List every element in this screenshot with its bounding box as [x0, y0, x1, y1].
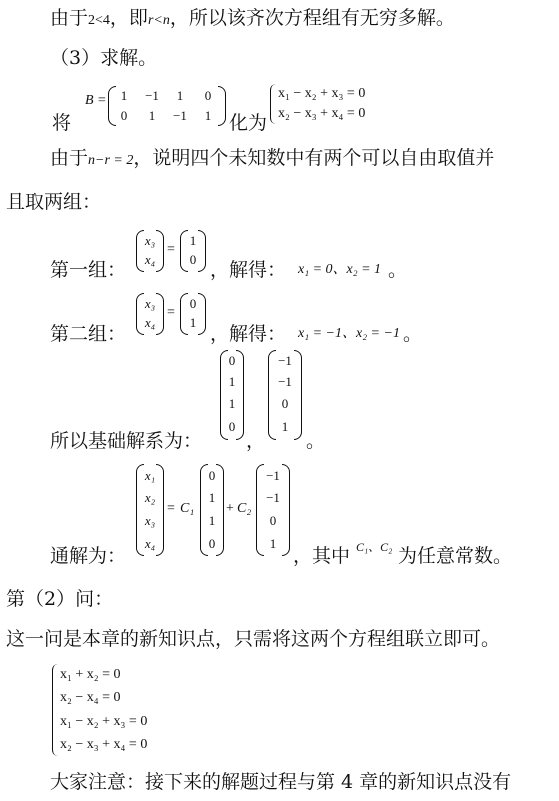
text: 这一问是本章的新知识点，只需将这两个方程组联立即可。: [6, 628, 501, 650]
matrix-cell: 0: [120, 108, 128, 123]
text: ，说明四个未知数中有两个可以自由取值并: [133, 147, 495, 169]
basis-vector-2: [268, 350, 302, 440]
equation: x₁ − x₂ + x₃ = 0: [60, 714, 148, 729]
constant-c2: C₂: [237, 501, 252, 516]
text: 且取两组：: [6, 191, 102, 213]
text: 。: [403, 323, 423, 345]
math-inequality: 2<4: [88, 13, 110, 28]
vector-entry: 0: [281, 396, 289, 411]
vector-entry: x₂: [144, 490, 156, 505]
vector-entry: 1: [208, 490, 216, 505]
equation: x₂ − x₃ + x₄ = 0: [60, 737, 148, 752]
equation: x₁ + x₂ = 0: [60, 667, 121, 682]
basis-label: 所以基础解系为：: [50, 430, 203, 452]
vector-entry: x₄: [144, 536, 156, 551]
vector-entry: 0: [269, 513, 277, 528]
vector-lhs: [136, 230, 164, 272]
equation: x₂ − x₄ = 0: [60, 690, 121, 705]
general-label: 通解为：: [50, 545, 127, 567]
vector-entry: 1: [208, 513, 216, 528]
text: ，解得：: [210, 259, 287, 281]
matrix-cell: 1: [204, 108, 212, 123]
matrix-cell: −1: [173, 108, 187, 123]
vector-entry: 1: [281, 419, 289, 434]
vector-entry: −1: [278, 374, 292, 389]
text: 大家注意：接下来的解题过程与第 4 章的新知识点没有: [50, 771, 512, 793]
constant-c1: C₁: [180, 501, 195, 516]
equals-sign: =: [167, 501, 175, 516]
basis-vector-1: [200, 464, 224, 556]
step-heading: [50, 46, 157, 70]
vector-entry: −1: [278, 353, 292, 368]
basis-vector-1: [220, 350, 244, 440]
vector-entry: 0: [228, 353, 236, 368]
text: ，解得：: [210, 323, 287, 345]
vector-entry: x₁: [144, 468, 156, 483]
vector-entry: 0: [228, 419, 236, 434]
reason-line: [50, 6, 455, 33]
text: （3）求解。: [50, 47, 158, 69]
left-brace: [270, 84, 277, 124]
equation-system-2: [270, 84, 390, 124]
text: ，: [246, 430, 266, 452]
text: 由于: [50, 147, 89, 169]
text: ，所以该齐次方程组有无穷多解。: [169, 7, 455, 29]
vector-entry: −1: [266, 468, 280, 483]
vector-rhs: [180, 230, 206, 272]
vector-entry: 1: [228, 396, 236, 411]
text: ，即: [109, 7, 148, 29]
note-line: [50, 770, 511, 794]
text-line: [6, 190, 101, 214]
text-line: [6, 627, 500, 651]
vector-entry: 1: [228, 374, 236, 389]
text: 。: [306, 430, 326, 452]
plus-sign: +: [226, 501, 234, 516]
vector-rhs: [180, 293, 206, 335]
text: 化为: [229, 112, 268, 134]
constants: C₁、C₂: [356, 540, 393, 554]
group-label: 第一组：: [50, 259, 127, 281]
unknowns-vector: [136, 464, 164, 556]
vector-entry: 0: [189, 296, 197, 311]
matrix-cell: 1: [148, 108, 156, 123]
text: 。: [388, 259, 408, 281]
reason-line: [50, 146, 494, 173]
text: 为任意常数。: [398, 545, 513, 567]
left-brace: [52, 664, 59, 756]
vector-entry: x₄: [144, 315, 156, 330]
equation: x₁ − x₂ + x₃ = 0: [278, 86, 366, 101]
group-label: 第二组：: [50, 323, 127, 345]
vector-entry: x₃: [144, 513, 156, 528]
vector-entry: 0: [189, 252, 197, 267]
basis-vector-2: [256, 464, 290, 556]
part-heading: [6, 587, 113, 611]
vector-entry: x₃: [144, 296, 156, 311]
equals-sign: =: [167, 305, 175, 320]
matrix-cell: −1: [145, 88, 159, 103]
vector-entry: 1: [269, 536, 277, 551]
text: 第（2）问：: [6, 588, 114, 610]
matrix-cell: 1: [120, 88, 128, 103]
matrix-label: B =: [85, 93, 107, 108]
vector-entry: 1: [189, 233, 197, 248]
vector-lhs: [136, 293, 164, 335]
matrix-cell: 0: [204, 88, 212, 103]
equals-sign: =: [167, 242, 175, 257]
text: ，其中: [293, 545, 351, 567]
equation-system-4: [52, 664, 182, 756]
equation: x₂ − x₃ + x₄ = 0: [278, 106, 366, 121]
text: 将: [52, 112, 72, 134]
solution: x₁ = 0、x₂ = 1: [298, 262, 382, 277]
vector-entry: −1: [266, 490, 280, 505]
vector-entry: 0: [208, 468, 216, 483]
vector-entry: x₃: [144, 233, 156, 248]
text: 由于: [50, 7, 89, 29]
vector-entry: x₄: [144, 252, 156, 267]
matrix-cell: 1: [176, 88, 184, 103]
math-rank-inequality: r<n: [147, 13, 170, 28]
math-expression: n−r = 2: [88, 153, 134, 168]
vector-entry: 1: [189, 315, 197, 330]
matrix-b: [108, 86, 226, 126]
vector-entry: 0: [208, 536, 216, 551]
solution: x₁ = −1、x₂ = −1: [298, 326, 400, 341]
